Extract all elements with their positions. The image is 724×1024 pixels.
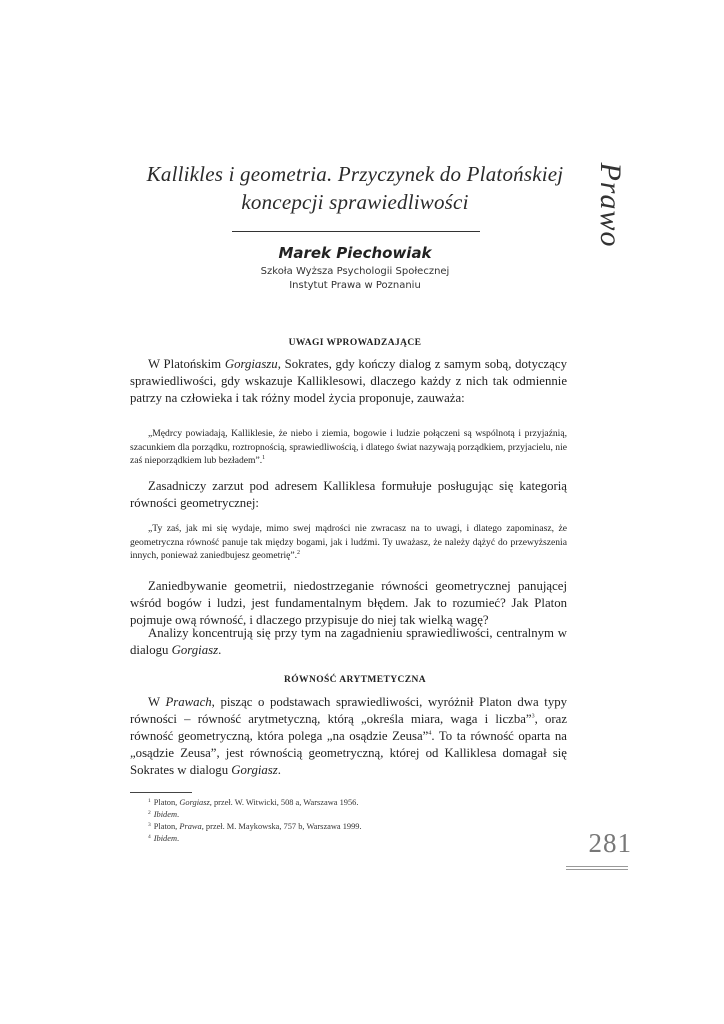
- section-heading-arithmetic: RÓWNOŚĆ ARYTMETYCZNA: [284, 675, 426, 685]
- affiliation-line-2: Instytut Prawa w Poznaniu: [289, 280, 421, 291]
- affiliation-line-1: Szkoła Wyższa Psychologii Społecznej: [260, 266, 450, 277]
- title-divider: [232, 231, 480, 232]
- footnote-2: $^2$ Ibidem.: [148, 810, 180, 819]
- footnote-ref-4: 4: [428, 730, 432, 737]
- quote-2: „Ty zaś, jak mi się wydaje, mimo swej mądrości nie zwracasz na to uwagi, i dlatego zapominasz, że geometryczna równość panuje tak między bogami, jak i ludźmi. Ty uważasz, że należy dążyć do przewyższenia innych, ponieważ zaniedbujesz geometrię”.$^2$: [130, 523, 567, 562]
- footnote-divider: [130, 792, 192, 793]
- paragraph-intro-4: Analizy koncentrują się przy tym na zagadnieniu sprawiedliwości, centralnym w dialogu Gorgiasz.: [130, 626, 567, 657]
- author-name: Marek Piechowiak: [278, 244, 432, 262]
- footnote-3: $^3$ Platon, Prawa, przeł. M. Maykowska, 757 b, Warszawa 1999.: [148, 822, 362, 831]
- footnote-4: $^4$ Ibidem.: [148, 834, 180, 843]
- section-side-label: Prawo: [594, 162, 627, 248]
- page-number-rule-2: [566, 869, 628, 870]
- footnote-ref-3: 3: [531, 713, 535, 720]
- paragraph-intro-2: Zasadniczy zarzut pod adresem Kalliklesa formułuje posługując się kategorią równości geometrycznej:: [130, 479, 567, 510]
- footnote-ref-1: 1: [262, 455, 266, 462]
- page-number-rule-1: [566, 866, 628, 867]
- paragraph-intro-1: W Platońskim Gorgiaszu, Sokrates, gdy kończy dialog z samym sobą, dotyczący sprawiedliwości, gdy wskazuje Kalliklesowi, dlaczego każdy z nich tak odmiennie patrzy na człowieka i tak różny model życia proponuje, zauważa:: [130, 357, 567, 405]
- footnote-ref-2: 2: [297, 550, 301, 557]
- page-number: 281: [588, 828, 632, 858]
- section-heading-intro: UWAGI WPROWADZAJĄCE: [288, 338, 422, 348]
- title-line-2: koncepcji sprawiedliwości: [241, 190, 469, 214]
- title-line-1: Kallikles i geometria. Przyczynek do Platońskiej: [146, 162, 564, 186]
- paragraph-intro-3: Zaniedbywanie geometrii, niedostrzeganie równości geometrycznej panującej wśród bogów i ludzi, jest fundamentalnym błędem. Jak to rozumieć? Jak Platon pojmuje ową równość, i dlaczego przypisuje do niej tak wielką wagę?: [130, 579, 567, 627]
- paragraph-arithmetic-1: W Prawach, pisząc o podstawach sprawiedliwości, wyróżnił Platon dwa typy równości – równość arytmetyczną, którą „określa miara, waga i liczba”$^3$, oraz równość geometryczną, która polega „na osądzie Zeusa”$^4$. To ta równość oparta na „osądzie Zeusa”, jest równością geometryczną, której od Kalliklesa domagał się Sokrates w dialogu Gorgiasz.: [130, 695, 568, 777]
- article-title: [120, 160, 590, 216]
- quote-1: „Mędrcy powiadają, Kalliklesie, że niebo i ziemia, bogowie i ludzie połączeni są wspólnotą i przyjaźnią, szacunkiem dla porządku, roztropnością, sprawiedliwością, i dlatego świat nazywają porządkiem, przyjacielu, nie zaś nieporządkiem lub bezładem”.$^1$: [130, 428, 567, 467]
- footnote-1: $^1$ Platon, Gorgiasz, przeł. W. Witwicki, 508 a, Warszawa 1956.: [148, 798, 359, 807]
